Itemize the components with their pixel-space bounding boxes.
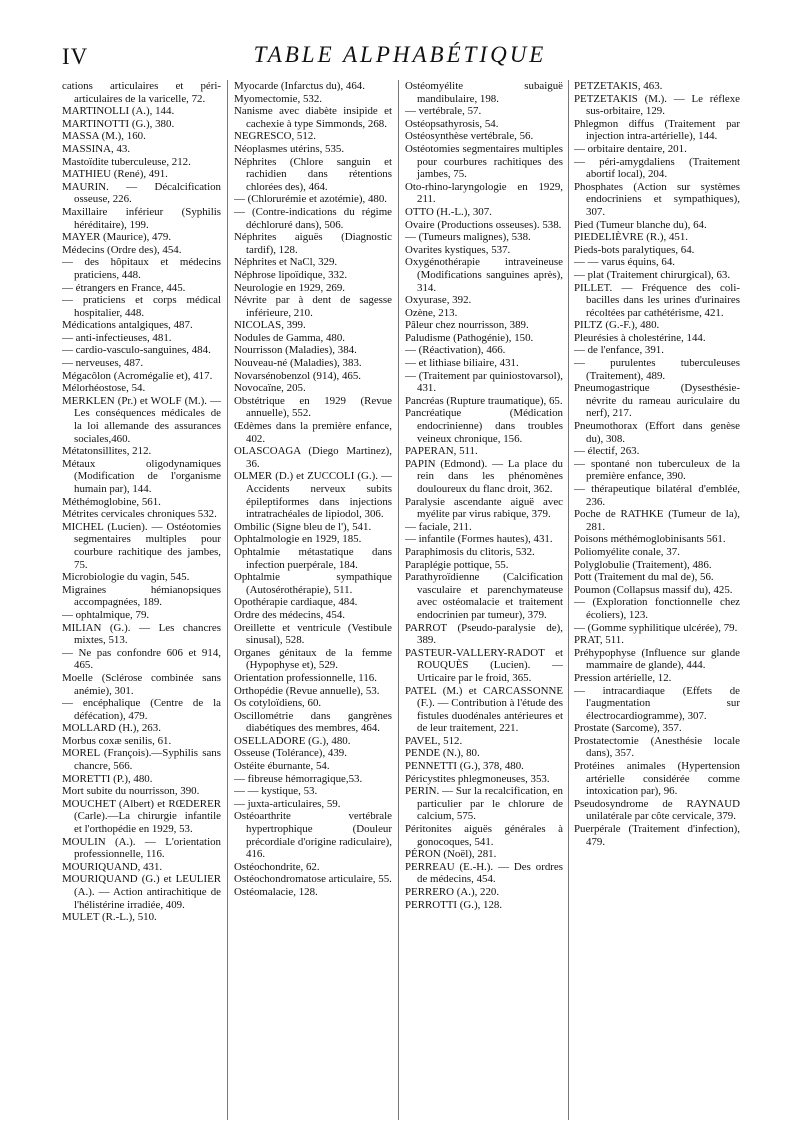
index-entry: MILIAN (G.). — Les chancres mixtes, 513. <box>62 621 221 647</box>
index-entry: — électif, 263. <box>574 445 640 458</box>
index-entry: MOREL (François).—Syphilis sans chancre, 566. <box>62 747 221 773</box>
index-entry: Ozène, 213. <box>405 306 458 319</box>
index-entry: MORETTI (P.), 480. <box>62 772 153 785</box>
index-column-1 <box>62 80 221 1130</box>
index-entry: Ostéochondromatose articulaire, 55. <box>234 873 392 886</box>
index-entry: PAVEL, 512. <box>405 734 463 747</box>
index-entry: Péritonites aiguës générales à gonocoques, 541. <box>405 823 563 848</box>
index-entry: Myomectomie, 532. <box>234 92 323 105</box>
index-entry: MOURIQUAND (G.) et LEULIER (A.). — Action antirachitique de l'hélistérine irradiée, 409. <box>62 873 221 911</box>
index-entry: Néoplasmes utérins, 535. <box>234 142 345 155</box>
index-entry: PERRERO (A.), 220. <box>405 886 500 898</box>
index-entry: PENNETTI (G.), 378, 480. <box>405 760 524 773</box>
index-entry: — — kystique, 53. <box>234 785 318 798</box>
index-entry: Prostatectomie (Anesthésie locale dans), 357. <box>574 734 740 760</box>
index-entry: — — varus équins, 64. <box>574 256 676 269</box>
index-entry: — fibreuse hémorragique,53. <box>234 772 363 785</box>
index-entry: PARROT (Pseudo-paralysie de), 389. <box>405 621 563 647</box>
index-entry: Paraphimosis du clitoris, 532. <box>405 545 535 558</box>
index-entry: Métrites cervicales chroniques 532. <box>62 508 217 521</box>
index-entry: — encéphalique (Centre de la défécation), 479. <box>62 697 221 722</box>
index-entry: PÉRON (Noël), 281. <box>405 848 497 861</box>
index-entry: PAPERAN, 511. <box>405 445 478 458</box>
index-entry: PASTEUR-VALLERY-RADOT et ROUQUÈS (Lucien). — Urticaire par le froid, 365. <box>405 646 563 684</box>
index-entry: Néphrites aiguës (Diagnostic tardif), 128. <box>234 231 392 256</box>
index-entry: Organes génitaux de la femme (Hypophyse et), 529. <box>234 646 392 672</box>
index-entry: PIEDELIÈVRE (R.), 451. <box>574 231 689 244</box>
index-entry: MOLLARD (H.), 263. <box>62 722 161 735</box>
index-entry: — spontané non tuberculeux de la première enfance, 390. <box>574 457 740 483</box>
index-columns <box>60 80 740 1130</box>
index-entry: Ophtalmie métastatique dans infection puerpérale, 184. <box>234 545 392 571</box>
index-column-3 <box>405 80 563 1130</box>
index-entry: Opothérapie cardiaque, 484. <box>234 596 358 609</box>
index-entry: Ophtalmologie en 1929, 185. <box>234 533 362 546</box>
index-entry: Protéines animales (Hypertension artérielle considérée comme intoxication par), 96. <box>574 760 740 798</box>
index-entry: Oxygénothérapie intraveineuse (Modifications sanguines après), 314. <box>405 256 563 294</box>
index-entry: Métatonsillites, 212. <box>62 445 152 458</box>
index-column-4 <box>574 80 740 1130</box>
index-entry: Néphrose lipoïdique, 332. <box>234 268 348 281</box>
index-entry: Poliomyélite conale, 37. <box>574 545 680 558</box>
index-entry: PERIN. — Sur la recalcification, en particulier par le chlorure de calcium, 575. <box>405 785 563 823</box>
index-entry: — (Chlorurémie et azotémie), 480. <box>234 193 388 206</box>
index-entry: — juxta-articulaires, 59. <box>234 797 341 810</box>
index-entry: — (Exploration fonctionnelle chez écoliers), 123. <box>574 596 740 621</box>
index-entry: Ostéite éburnante, 54. <box>234 760 330 773</box>
index-entry: Oscillométrie dans gangrènes diabétiques des membres, 464. <box>234 709 392 735</box>
index-entry: PETZETAKIS (M.). — Le réflexe sus-orbitaire, 129. <box>574 92 740 118</box>
index-entry: Ostéosynthèse vertébrale, 56. <box>405 130 534 143</box>
index-entry: Nodules de Gamma, 480. <box>234 331 346 344</box>
index-entry: Métaux oligodynamiques (Modification de l'organisme humain par), 144. <box>62 457 221 495</box>
index-entry: Pancréatique (Médication endocrinienne) dans troubles veineux chronique, 156. <box>405 407 563 445</box>
index-entry: MICHEL (Lucien). — Ostéotomies segmentaires multiples pour courbure rachitique des jambes, 75. <box>62 520 221 571</box>
index-entry: PERREAU (E.-H.). — Des ordres de médecins, 454. <box>405 860 563 886</box>
index-entry: Polyglobulie (Traitement), 486. <box>574 558 712 571</box>
index-entry: — étrangers en France, 445. <box>62 281 186 294</box>
index-entry: MOURIQUAND, 431. <box>62 860 163 873</box>
index-entry: Mélorhéostose, 54. <box>62 382 146 395</box>
index-entry: Ostéomyélite subaiguë mandibulaire, 198. <box>405 80 563 105</box>
index-entry: NICOLAS, 399. <box>234 319 306 332</box>
index-entry: Préhypophyse (Influence sur glande mammaire de glande), 444. <box>574 646 740 672</box>
index-entry: OSELLADORE (G.), 480. <box>234 734 351 747</box>
index-entry: Ostéopsathyrosis, 54. <box>405 117 499 130</box>
index-entry: Poche de RATHKE (Tumeur de la), 281. <box>574 508 740 533</box>
index-entry: OLMER (D.) et ZUCCOLI (G.). — Accidents nerveux subits épileptiformes dans injections intratrachéales de lipiodol, 306. <box>234 470 392 521</box>
index-entry: NEGRESCO, 512. <box>234 130 316 143</box>
index-entry: Oreillette et ventricule (Vestibule sinusal), 528. <box>234 621 392 647</box>
index-entry: — plat (Traitement chirurgical), 63. <box>574 268 731 281</box>
index-entry: Pseudosyndrome de RAYNAUD unilatérale par côte cervicale, 379. <box>574 797 740 823</box>
column-divider <box>227 80 228 1120</box>
index-entry: MARTINOTTI (G.), 380. <box>62 117 175 130</box>
index-entry: — (Tumeurs malignes), 538. <box>405 231 531 244</box>
index-entry: — (Réactivation), 466. <box>405 344 506 357</box>
index-entry: Novocaïne, 205. <box>234 382 306 395</box>
index-entry: MOULIN (A.). — L'orientation professionnelle, 116. <box>62 835 221 861</box>
index-entry: — et lithiase biliaire, 431. <box>405 357 519 370</box>
index-entry: Oxyurase, 392. <box>405 294 472 307</box>
index-entry: MULET (R.-L.), 510. <box>62 911 157 924</box>
index-entry: Pancréas (Rupture traumatique), 65. <box>405 394 563 407</box>
index-entry: Obstétrique en 1929 (Revue annuelle), 552. <box>234 394 392 420</box>
index-entry: Phlegmon diffus (Traitement par injection intra-artérielle), 144. <box>574 117 740 143</box>
page-number: IV <box>62 44 89 69</box>
index-entry: — péri-amygdaliens (Traitement abortif local), 204. <box>574 155 740 181</box>
index-column-2 <box>234 80 392 1130</box>
index-entry: Pieds-bots paralytiques, 64. <box>574 243 695 256</box>
index-entry: Os cotyloïdiens, 60. <box>234 697 322 710</box>
column-divider <box>398 80 399 1120</box>
page-header <box>0 0 800 80</box>
index-entry: Pneumothorax (Effort dans genèse du), 308. <box>574 420 740 445</box>
index-entry: Puerpérale (Traitement d'infection), 479. <box>574 823 740 848</box>
index-entry: Ovaire (Productions osseuses). 538. <box>405 218 562 231</box>
index-entry: Pression artérielle, 12. <box>574 671 672 684</box>
index-entry: Méthémoglobine, 561. <box>62 495 161 508</box>
index-entry: MASSA (M.), 160. <box>62 130 146 143</box>
index-entry: Névrite par à dent de sagesse inférieure, 210. <box>234 294 392 319</box>
index-entry: — anti-infectieuses, 481. <box>62 331 172 344</box>
index-entry: Nanisme avec diabète insipide et cachexie à type Simmonds, 268. <box>234 105 392 130</box>
index-entry: — purulentes tuberculeuses (Traitement), 489. <box>574 357 740 382</box>
index-entry: Paraplégie pottique, 55. <box>405 558 509 571</box>
index-entry: Oto-rhino-laryngologie en 1929, 211. <box>405 180 563 206</box>
index-entry: — de l'enfance, 391. <box>574 344 664 357</box>
index-entry: MAYER (Maurice), 479. <box>62 231 172 244</box>
index-entry: Orthopédie (Revue annuelle), 53. <box>234 684 380 697</box>
index-entry: — vertébrale, 57. <box>405 105 482 118</box>
index-entry: Poumon (Collapsus massif du), 425. <box>574 583 733 596</box>
index-entry: Mastoïdite tuberculeuse, 212. <box>62 155 191 168</box>
index-entry: — thérapeutique bilatéral d'emblée, 236. <box>574 483 740 508</box>
index-entry: MASSINA, 43. <box>62 142 131 155</box>
column-divider <box>568 80 569 1120</box>
index-entry: Paralysie ascendante aiguë avec myélite par virus rabique, 379. <box>405 495 563 521</box>
index-entry: Pneumogastrique (Dysesthésie-névrite du rameau auriculaire du nerf), 217. <box>574 382 740 420</box>
index-entry: Orientation professionnelle, 116. <box>234 671 377 684</box>
index-entry: — intracardiaque (Effets de l'augmentation sur électrocardiogramme), 307. <box>574 684 740 722</box>
index-entry: PATEL (M.) et CARCASSONNE (F.). — Contribution à l'étude des fistules duodénales antérieures et de leur traitement, 221. <box>405 684 563 735</box>
index-entry: Ostéotomies segmentaires multiples pour courbures rachitiques des jambes, 75. <box>405 142 563 181</box>
index-entry: PERROTTI (G.), 128. <box>405 898 503 911</box>
index-entry: — nerveuses, 487. <box>62 357 144 370</box>
index-entry: Ostéoarthrite vertébrale hypertrophique (Douleur précordiale d'origine radiculaire), 416. <box>234 810 392 861</box>
index-entry: — des hôpitaux et médecins praticiens, 448. <box>62 256 221 281</box>
page-title: TABLE ALPHABÉTIQUE <box>253 42 547 67</box>
index-entry: Mégacôlon (Acromégalie et), 417. <box>62 369 213 382</box>
index-entry: Péricystites phlegmoneuses, 353. <box>405 772 550 785</box>
index-entry: Novarsénobenzol (914), 465. <box>234 369 362 382</box>
index-entry: Pied (Tumeur blanche du), 64. <box>574 218 707 231</box>
index-entry: Parathyroïdienne (Calcification vasculaire et parenchymateuse avec ostéomalacie et traitement endocrinien par tumeur), 379. <box>405 571 563 621</box>
index-entry: Nouveau-né (Maladies), 383. <box>234 357 362 370</box>
index-entry: Paludisme (Pathogénie), 150. <box>405 331 534 344</box>
index-entry: Ombilic (Signe bleu de l'), 541. <box>234 520 372 533</box>
index-entry: Pâleur chez nourrisson, 389. <box>405 319 529 332</box>
index-entry: Ovarites kystiques, 537. <box>405 243 511 256</box>
index-entry: OTTO (H.-L.), 307. <box>405 205 492 218</box>
index-entry: Migraines hémianopsiques accompagnées, 189. <box>62 583 221 609</box>
index-entry: Œdèmes dans la première enfance, 402. <box>234 420 392 445</box>
index-entry: PILLET. — Fréquence des coli-bacilles dans les urines d'urinaires récoltées par cathétérisme, 421. <box>574 281 740 319</box>
index-entry: — orbitaire dentaire, 201. <box>574 142 687 155</box>
index-entry: Myocarde (Infarctus du), 464. <box>234 80 365 92</box>
index-entry: MERKLEN (Pr.) et WOLF (M.). — Les conséquences médicales de la loi allemande des assurances sociales,460. <box>62 394 221 445</box>
index-entry: — Ne pas confondre 606 et 914, 465. <box>62 646 221 672</box>
index-entry: Néphrites et NaCl, 329. <box>234 256 338 269</box>
index-entry: Médecins (Ordre des), 454. <box>62 243 182 256</box>
index-entry: Moelle (Sclérose combinée sans anémie), 301. <box>62 671 221 697</box>
index-entry: Ostéochondrite, 62. <box>234 860 320 873</box>
index-entry: MOUCHET (Albert) et RŒDERER (Carle).—La chirurgie infantile et l'orthopédie en 1929, 53. <box>62 797 221 836</box>
index-entry: Nourrisson (Maladies), 384. <box>234 344 357 357</box>
index-entry: MARTINOLLI (A.), 144. <box>62 105 175 118</box>
index-entry: PAPIN (Edmond). — La place du rein dans les phénomènes douloureux du flanc droit, 362. <box>405 457 563 495</box>
index-entry: OLASCOAGA (Diego Martinez), 36. <box>234 445 392 470</box>
index-entry: PRAT, 511. <box>574 634 624 647</box>
index-entry: — cardio-vasculo-sanguines, 484. <box>62 344 211 357</box>
index-entry: Phosphates (Action sur systèmes endocriniens et sympathiques), 307. <box>574 180 740 218</box>
index-entry: PETZETAKIS, 463. <box>574 80 663 92</box>
index-entry: PILTZ (G.-F.), 480. <box>574 319 660 332</box>
index-entry: Ostéomalacie, 128. <box>234 886 318 898</box>
index-entry: Médications antalgiques, 487. <box>62 319 193 332</box>
index-entry: Morbus coxæ senilis, 61. <box>62 734 172 747</box>
index-entry: Maxillaire inférieur (Syphilis héréditaire), 199. <box>62 205 221 231</box>
index-entry: Microbiologie du vagin, 545. <box>62 571 190 584</box>
index-entry: Pott (Traitement du mal de), 56. <box>574 571 714 584</box>
index-entry: Prostate (Sarcome), 357. <box>574 722 682 735</box>
index-entry: Osseuse (Tolérance), 439. <box>234 747 347 760</box>
index-entry: cations articulaires et péri-articulaires de la varicelle, 72. <box>62 80 221 105</box>
index-entry: Ordre des médecins, 454. <box>234 608 345 621</box>
index-entry: — (Contre-indications du régime déchloruré dans), 506. <box>234 205 392 231</box>
index-entry: Ophtalmie sympathique (Autosérothérapie), 511. <box>234 571 392 596</box>
index-entry: — infantile (Formes hautes), 431. <box>405 533 553 546</box>
index-entry: MATHIEU (René), 491. <box>62 168 168 181</box>
index-entry: — (Gomme syphilitique ulcérée), 79. <box>574 621 738 634</box>
index-entry: Néphrites (Chlore sanguin et rachidien dans rétentions chlorées des), 464. <box>234 155 392 193</box>
index-entry: PENDE (N.), 80. <box>405 747 480 760</box>
index-entry: Pleurésies à cholestérine, 144. <box>574 331 706 344</box>
index-entry: — ophtalmique, 79. <box>62 608 150 621</box>
index-entry: — (Traitement par quiniostovarsol), 431. <box>405 369 563 395</box>
index-entry: — faciale, 211. <box>405 520 472 533</box>
index-entry: — praticiens et corps médical hospitalier, 448. <box>62 294 221 319</box>
index-entry: Poisons méthémoglobinisants 561. <box>574 533 726 546</box>
index-entry: Mort subite du nourrisson, 390. <box>62 785 200 798</box>
index-entry: MAURIN. — Décalcification osseuse, 226. <box>62 180 221 206</box>
index-entry: Neurologie en 1929, 269. <box>234 281 346 294</box>
